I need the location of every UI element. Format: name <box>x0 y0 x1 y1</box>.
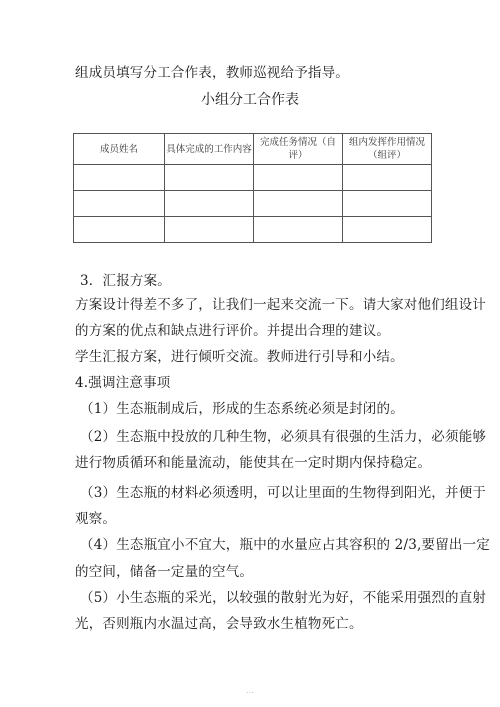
table-title: 小组分工合作表 <box>201 92 299 108</box>
header-work-content: 具体完成的工作内容 <box>165 134 254 165</box>
section4-line: 进行物质循环和能量流动，能使其在一定时期内保持稳定。 <box>75 455 432 471</box>
section4-line: （2）生态瓶中投放的几种生物，必须具有很强的生活力，必须能够 <box>80 429 487 445</box>
header-member-name: 成员姓名 <box>74 134 165 165</box>
table-cell <box>74 165 165 191</box>
group-work-table <box>73 133 432 243</box>
section4-heading: 4.强调注意事项 <box>75 375 171 391</box>
section3-heading: 3．汇报方案。 <box>80 273 171 289</box>
table-cell <box>254 191 343 217</box>
intro-line: 组成员填写分工合作表，教师巡视给予指导。 <box>75 65 349 81</box>
section3-line: 学生汇报方案，进行倾听交流。教师进行引导和小结。 <box>75 349 404 365</box>
table-cell <box>343 165 432 191</box>
section3-line: 的方案的优点和缺点进行评价。并提出合理的建议。 <box>75 323 391 339</box>
footer-mark: … <box>246 686 254 695</box>
table-cell <box>343 217 432 243</box>
table-cell <box>254 165 343 191</box>
table-cell <box>165 191 254 217</box>
table-cell <box>343 191 432 217</box>
table-row <box>74 217 432 243</box>
section4-line: 的空间，储备一定量的空气。 <box>75 564 254 580</box>
section4-line: （4）生态瓶宜小不宜大，瓶中的水量应占其容积的 2/3,要留出一定 <box>80 537 490 553</box>
section4-line: 光，否则瓶内水温过高，会导致水生植物死亡。 <box>75 616 363 632</box>
section3-line: 方案设计得差不多了，让我们一起来交流一下。请大家对他们组设计 <box>75 297 486 313</box>
section4-line: （5）小生态瓶的采光，以较强的散射光为好，不能采用强烈的直射 <box>80 590 487 606</box>
section4-line: （1）生态瓶制成后，形成的生态系统必须是封闭的。 <box>80 401 404 417</box>
table-cell <box>165 165 254 191</box>
header-self-eval: 完成任务情况（自评） <box>254 134 343 165</box>
table-header-row <box>74 134 432 165</box>
table-cell <box>74 217 165 243</box>
table-cell <box>74 191 165 217</box>
table-cell <box>165 217 254 243</box>
header-group-eval: 组内发挥作用情况（组评） <box>343 134 432 165</box>
section4-line: （3）生态瓶的材料必须透明，可以让里面的生物得到阳光，并便于 <box>80 485 487 501</box>
table-cell <box>254 217 343 243</box>
section4-line: 观察。 <box>75 511 117 527</box>
table-row <box>74 191 432 217</box>
table-row <box>74 165 432 191</box>
